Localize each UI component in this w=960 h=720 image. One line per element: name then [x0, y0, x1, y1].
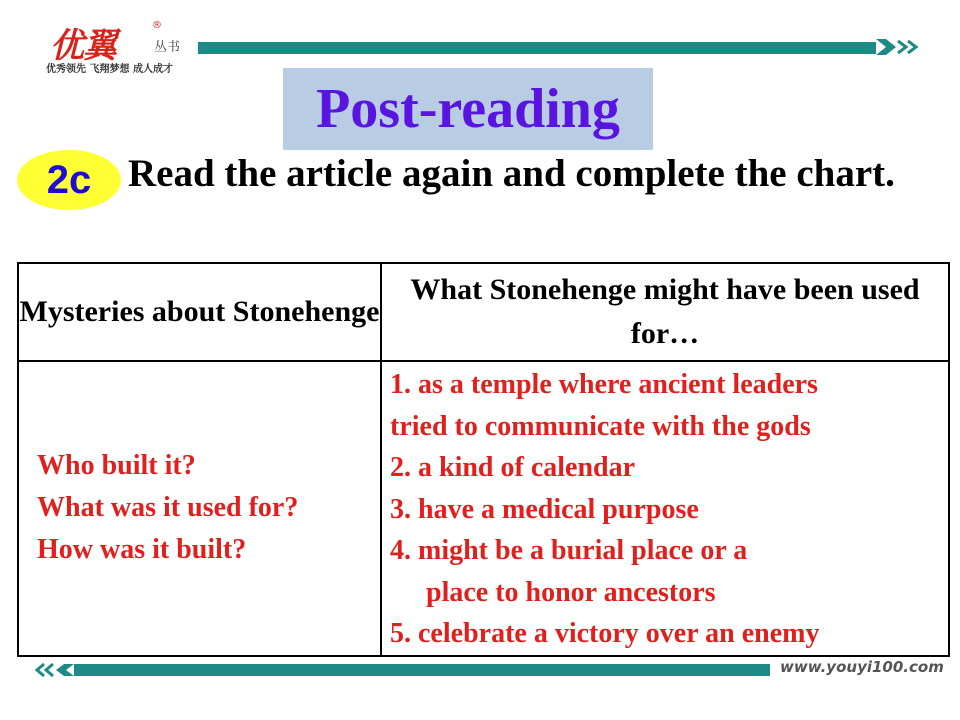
registered-mark: ®: [152, 20, 162, 31]
answer-line: tried to communicate with the gods: [390, 410, 811, 442]
question-item: What was it used for?: [37, 492, 299, 524]
stonehenge-chart: [17, 262, 950, 657]
answer-line: place to honor ancestors: [426, 576, 716, 608]
question-item: Who built it?: [37, 450, 196, 482]
footer-divider: [74, 664, 770, 676]
questions-cell: [18, 361, 381, 656]
activity-badge: 2c: [17, 150, 121, 210]
header-divider: [198, 42, 876, 54]
answers-cell: [381, 361, 949, 656]
website-link[interactable]: www.youyi100.com: [780, 658, 944, 676]
header-uses: What Stonehenge might have been used for…: [381, 263, 949, 361]
publisher-logo: [36, 18, 196, 78]
header-mysteries: Mysteries about Stonehenge: [18, 263, 381, 361]
answer-line: 5. celebrate a victory over an enemy: [390, 618, 820, 649]
answer-line: 3. have a medical purpose: [390, 493, 699, 525]
answer-line: 4. might be a burial place or a: [390, 535, 748, 566]
question-item: How was it built?: [37, 534, 247, 566]
page-title: Post-reading: [283, 68, 653, 150]
logo-slogan: 优秀领先 飞翔梦想 成人成才: [46, 64, 173, 75]
logo-series: 丛书: [154, 40, 181, 55]
chart-header-row: [18, 263, 949, 361]
answer-line: 1. as a temple where ancient leaders: [390, 369, 818, 400]
activity-instruction: Read the article again and complete the chart.: [128, 152, 895, 195]
back-arrows-icon: [34, 662, 74, 678]
chart-body-row: [18, 361, 949, 656]
logo-brand: 优翼: [50, 26, 116, 66]
forward-arrows-icon: [876, 36, 926, 58]
answer-line: 2. a kind of calendar: [390, 452, 636, 483]
